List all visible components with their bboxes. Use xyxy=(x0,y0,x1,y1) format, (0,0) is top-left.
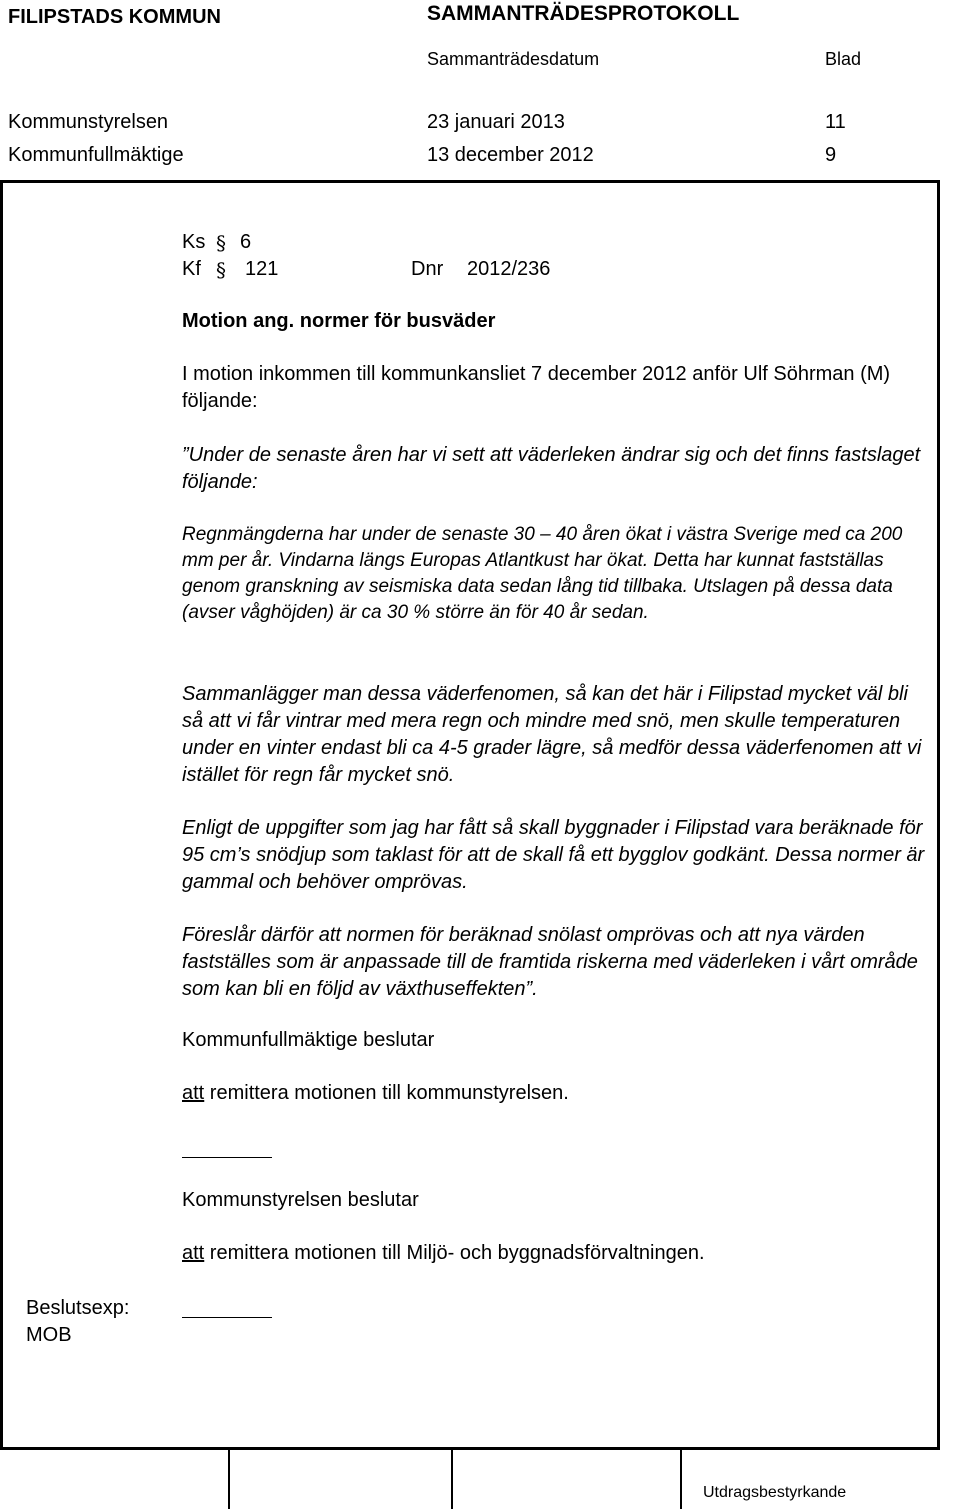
ks-section-symbol: § xyxy=(216,231,226,255)
separator-rule-1 xyxy=(182,1157,272,1158)
meeting-date-1: 23 januari 2013 xyxy=(427,111,565,133)
ks-decision-body: remittera motionen till Miljö- och byggnadsförvaltningen. xyxy=(204,1242,705,1264)
ks-decision-att: att xyxy=(182,1242,205,1264)
motion-title: Motion ang. normer för busväder xyxy=(182,310,496,332)
kf-prefix: Kf xyxy=(182,258,201,280)
signature-box-divider-2 xyxy=(451,1450,453,1509)
ks-prefix: Ks xyxy=(182,231,206,253)
kf-decision-body: remittera motionen till kommunstyrelsen. xyxy=(204,1082,569,1104)
meeting-body-1: Kommunstyrelsen xyxy=(8,111,169,133)
separator-rule-2 xyxy=(182,1317,272,1318)
ks-decision-text xyxy=(182,1242,705,1265)
dispatch-block xyxy=(26,1295,129,1349)
signature-box-divider-1 xyxy=(228,1450,230,1509)
organization-name: FILIPSTADS KOMMUN xyxy=(8,6,221,28)
quote-paragraph-4: Föreslår därför att normen för beräknad snölast omprövas och att nya värden fastställes som är anpassade till de framtida riskerna med väderleken i vårt område som kan bli en följd av växthuseffekten”. xyxy=(182,924,918,1000)
kf-decision-heading: Kommunfullmäktige beslutar xyxy=(182,1029,435,1051)
kf-decision-att: att xyxy=(182,1082,205,1104)
quote-paragraph-2: Sammanlägger man dessa väderfenomen, så kan det här i Filipstad mycket väl bli så att vi får vintrar med mera regn och mindre med snö, men skulle temperaturen under en vinter endast bli ca 4-5 grader lägre, så medför dessa väderfenomen att vi istället för regn får mycket snö. xyxy=(182,683,922,786)
page-column-label: Blad xyxy=(825,49,862,69)
meeting-page-2: 9 xyxy=(825,144,837,166)
kf-section-symbol: § xyxy=(216,258,226,282)
dnr-label: Dnr xyxy=(411,258,444,280)
kf-number: 121 xyxy=(245,258,279,280)
intro-paragraph: I motion inkommen till kommunkansliet 7 december 2012 anför Ulf Söhrman (M) följande: xyxy=(182,363,891,412)
quote-paragraph-1: Regnmängderna har under de senaste 30 – 40 åren ökat i västra Sverige med ca 200 mm per år. Vindarna längs Europas Atlantkust har ökat. Detta har kunnat fastställas genom granskning av seismiska data sedan lång tid tillbaka. Utslagen på dessa data (avser våghöjden) är ca 30 % större än för 40 år sedan. xyxy=(182,524,903,623)
kf-decision-text xyxy=(182,1082,569,1105)
quote-intro: ”Under de senaste åren har vi sett att väderleken ändrar sig och det finns fastslaget följande: xyxy=(182,444,921,493)
dispatch-label: Beslutsexp: xyxy=(26,1297,130,1319)
dnr-value: 2012/236 xyxy=(467,258,551,280)
dispatch-value: MOB xyxy=(26,1324,72,1346)
signature-box-divider-3 xyxy=(680,1450,682,1509)
meeting-date-2: 13 december 2012 xyxy=(427,144,594,166)
ks-number: 6 xyxy=(240,231,252,253)
frame-bottom-divider xyxy=(0,1447,940,1450)
ks-decision-heading: Kommunstyrelsen beslutar xyxy=(182,1189,419,1211)
document-type: SAMMANTRÄDESPROTOKOLL xyxy=(427,2,740,25)
quote-paragraph-3: Enligt de uppgifter som jag har fått så skall byggnader i Filipstad vara beräknade för 95 cm’s snödjup som taklast för att de skall få ett bygglov godkänt. Dessa normer är gammal och behöver omprövas. xyxy=(182,817,925,893)
date-column-label: Sammanträdesdatum xyxy=(427,49,600,69)
meeting-body-2: Kommunfullmäktige xyxy=(8,144,184,166)
meeting-page-1: 11 xyxy=(825,111,846,133)
extract-certification-label: Utdragsbestyrkande xyxy=(703,1484,847,1501)
